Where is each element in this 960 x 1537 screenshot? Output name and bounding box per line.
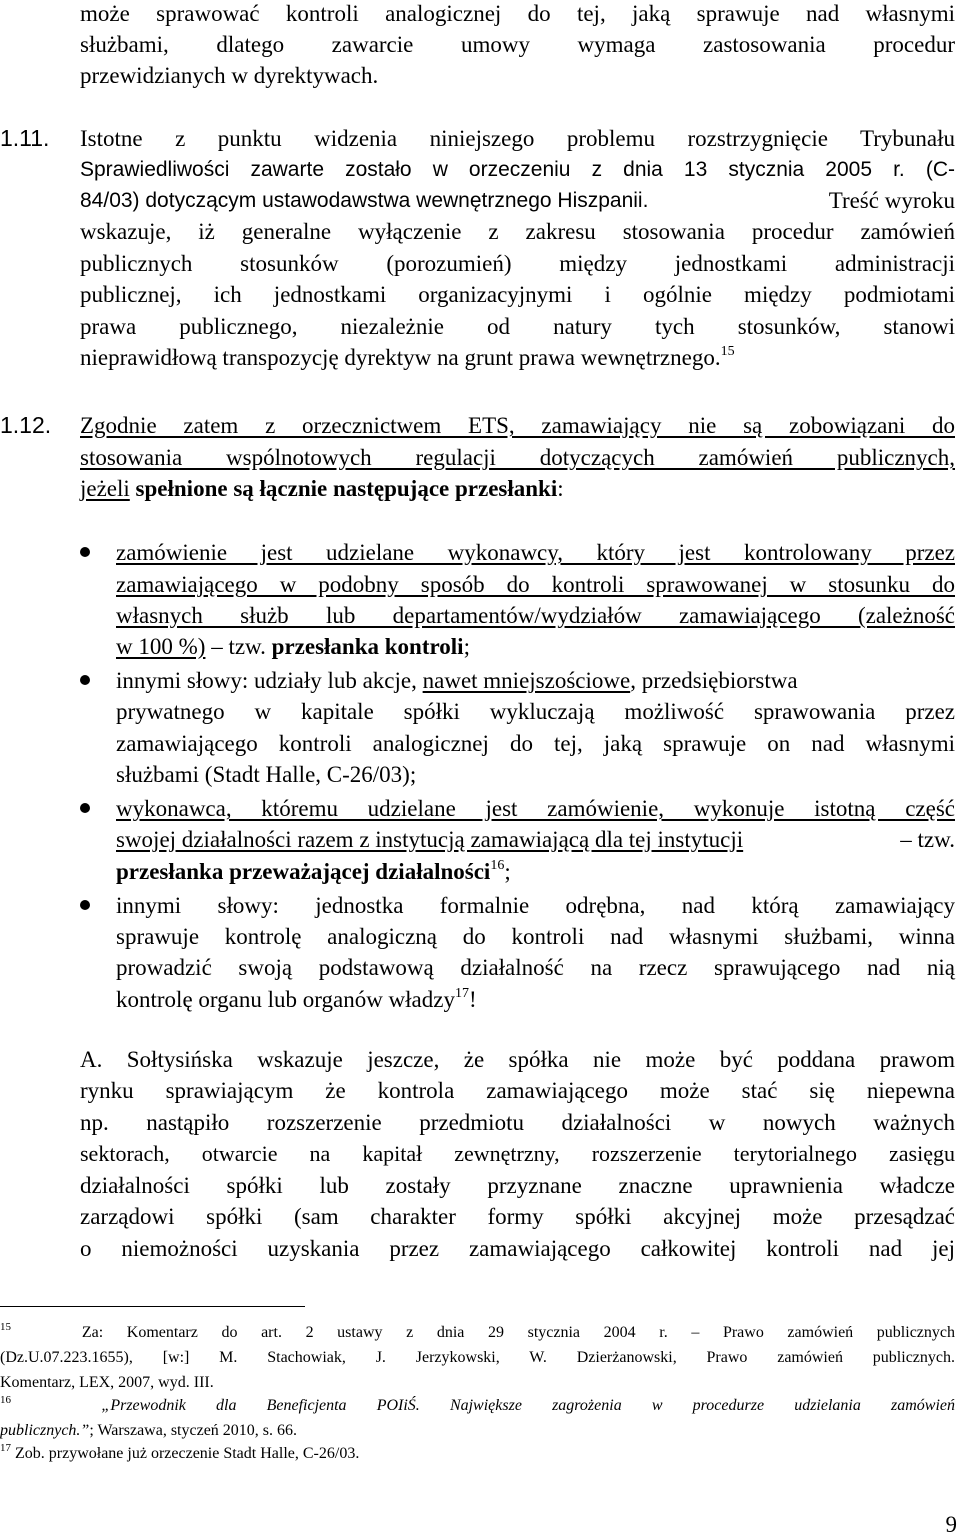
footnote-ref[interactable]: 15	[720, 344, 735, 359]
bold-text: spełnione są łącznie następujące przesłanki	[135, 476, 558, 501]
footnote-ref[interactable]: 16	[490, 858, 505, 873]
footnote-ref[interactable]: 17	[454, 986, 469, 1001]
text-line	[116, 667, 955, 694]
text-line: wykonawca, któremu udzielane jest zamówienie, wykonuje istotną część	[116, 796, 955, 821]
text-line	[116, 986, 477, 1013]
text-line: wskazuje, iż generalne wyłączenie z zakresu stosowania procedur zamówień	[80, 219, 955, 244]
bold-text: przesłanka przeważającej działalności	[116, 859, 491, 884]
bullet-icon	[80, 803, 90, 813]
text-line: np. nastąpiło rozszerzenie przedmiotu działalności w nowych ważnych	[80, 1110, 955, 1135]
text-segment: ;	[504, 859, 511, 884]
footnote-line	[0, 1323, 955, 1343]
text-segment: jeżeli	[80, 476, 130, 501]
text-segment: w 100 %)	[116, 634, 206, 659]
text-line: sprawuje kontrolę analogiczną do kontroli nad własnymi służbami, winna	[116, 924, 955, 949]
text-line: publicznej, ich jednostkami organizacyjnymi i ogólnie między podmiotami	[80, 282, 955, 307]
text-line	[80, 344, 735, 371]
text-segment: !	[468, 987, 477, 1012]
text-line: może sprawować kontroli analogicznej do tej, jaką sprawuje nad własnymi	[80, 1, 955, 26]
bullet-icon	[80, 675, 90, 685]
text-line: zamawiającego w podobny sposób do kontroli sprawowanej w stosunku do	[116, 572, 955, 597]
text-line: Zgodnie zatem z orzecznictwem ETS, zamawiający nie są zobowiązani do	[80, 413, 955, 438]
text-line	[116, 826, 743, 853]
text-line	[116, 633, 470, 660]
bold-text: przesłanka kontroli	[271, 634, 464, 659]
text-line: prowadzić swoją podstawową działalność na rzecz sprawującego nad nią	[116, 955, 955, 980]
text-line: prawa publicznego, niezależnie od natury tych stosunków, stanowi	[80, 314, 955, 339]
text-line	[80, 475, 564, 502]
footnote-line	[0, 1444, 359, 1464]
text-line: prywatnego w kapitale spółki wykluczają możliwość sprawowania przez	[116, 699, 955, 724]
section-number: 1.12.	[0, 412, 52, 438]
footnote-line: (Dz.U.07.223.1655), [w:] M. Stachowiak, J. Jerzykowski, W. Dzierżanowski, Prawo zamówień publicznych.	[0, 1349, 955, 1366]
text-segment: Za: Komentarz do art. 2 ustawy z dnia 29 stycznia 2004 r. – Prawo zamówień publicznych	[81, 1324, 955, 1341]
text-line: zamówienie jest udzielane wykonawcy, który jest kontrolowany przez	[116, 540, 955, 565]
text-line: rynku sprawiającym że kontrola zamawiającego może stać się niepewna	[80, 1078, 955, 1103]
text-line: – tzw.	[900, 827, 955, 852]
text-line: zarządowi spółki (sam charakter formy spółki akcyjnej może przesądzać	[80, 1204, 955, 1229]
text-segment: , przedsiębiorstwa	[630, 668, 798, 693]
text-line: A. Sołtysińska wskazuje jeszcze, że spółka nie może być poddana prawom	[80, 1047, 955, 1072]
text-segment: ; Warszawa, styczeń 2010, s. 66.	[89, 1422, 298, 1439]
text-segment: :	[557, 476, 564, 501]
bullet-icon	[80, 547, 90, 557]
text-segment: ;	[463, 634, 470, 659]
bullet-icon	[80, 900, 90, 910]
text-line: służbami (Stadt Halle, C-26/03);	[116, 762, 417, 787]
text-segment: innymi słowy: udziały lub akcje,	[116, 668, 417, 693]
text-line: działalności spółki lub zostały przyznane znaczne uprawnienia władcze	[80, 1173, 955, 1198]
text-segment: kontrolę organu lub organów władzy	[116, 987, 455, 1012]
text-line: zamawiającego kontroli analogicznej do tej, jaką sprawuje on nad własnymi	[116, 731, 955, 756]
footnote-line	[0, 1421, 297, 1441]
text-line: innymi słowy: jednostka formalnie odrębna, nad którą zamawiający	[116, 893, 955, 918]
text-line: służbami, dlatego zawarcie umowy wymaga zastosowania procedur	[80, 32, 955, 57]
text-line	[116, 858, 511, 885]
footnote-line	[0, 1396, 955, 1416]
text-line: Sprawiedliwości zawarte zostało w orzeczeniu z dnia 13 stycznia 2005 r. (C-	[80, 158, 955, 181]
text-segment: – tzw.	[205, 634, 266, 659]
text-line: o niemożności uzyskania przez zamawiającego całkowitej kontroli nad jej	[80, 1236, 955, 1261]
text-segment: nieprawidłową transpozycję dyrektyw na grunt prawa wewnętrznego.	[80, 345, 721, 370]
section-number: 1.11.	[0, 125, 50, 151]
footnote-separator	[0, 1306, 305, 1307]
text-line: Istotne z punktu widzenia niniejszego problemu rozstrzygnięcie Trybunału	[80, 126, 955, 151]
text-segment: Zob. przywołane już orzeczenie Stadt Halle, C-26/03.	[15, 1445, 360, 1462]
text-line: Treść wyroku	[828, 188, 955, 213]
footnote-number: 16	[0, 1394, 11, 1406]
footnote-number: 15	[0, 1321, 11, 1333]
footnote-number: 17	[0, 1442, 11, 1454]
text-segment: „Przewodnik dla Beneficjenta POIiŚ. Największe zagrożenia w procedurze udzielania zamówień	[101, 1397, 955, 1414]
page-number: 9	[945, 1512, 957, 1537]
footnote-line: Komentarz, LEX, 2007, wyd. III.	[0, 1374, 214, 1391]
text-line: przewidzianych w dyrektywach.	[80, 63, 379, 88]
text-segment: nawet mniejszościowe	[422, 668, 631, 693]
text-line: własnych służb lub departamentów/wydziałów zamawiającego (zależność	[116, 603, 955, 628]
text-segment: swojej działalności razem z instytucją zamawiającą dla tej instytucji	[116, 827, 744, 852]
text-line: sektorach, otwarcie na kapitał zewnętrzny, rozszerzenie terytorialnego zasięgu	[80, 1141, 955, 1166]
italic-text: publicznych.”	[0, 1422, 90, 1439]
text-line: 84/03) dotyczącym ustawodawstwa wewnętrznego Hiszpanii.	[80, 189, 649, 212]
text-line: publicznych stosunków (porozumień) między jednostkami administracji	[80, 251, 955, 276]
text-line: stosowania wspólnotowych regulacji dotyczących zamówień publicznych,	[80, 445, 955, 470]
